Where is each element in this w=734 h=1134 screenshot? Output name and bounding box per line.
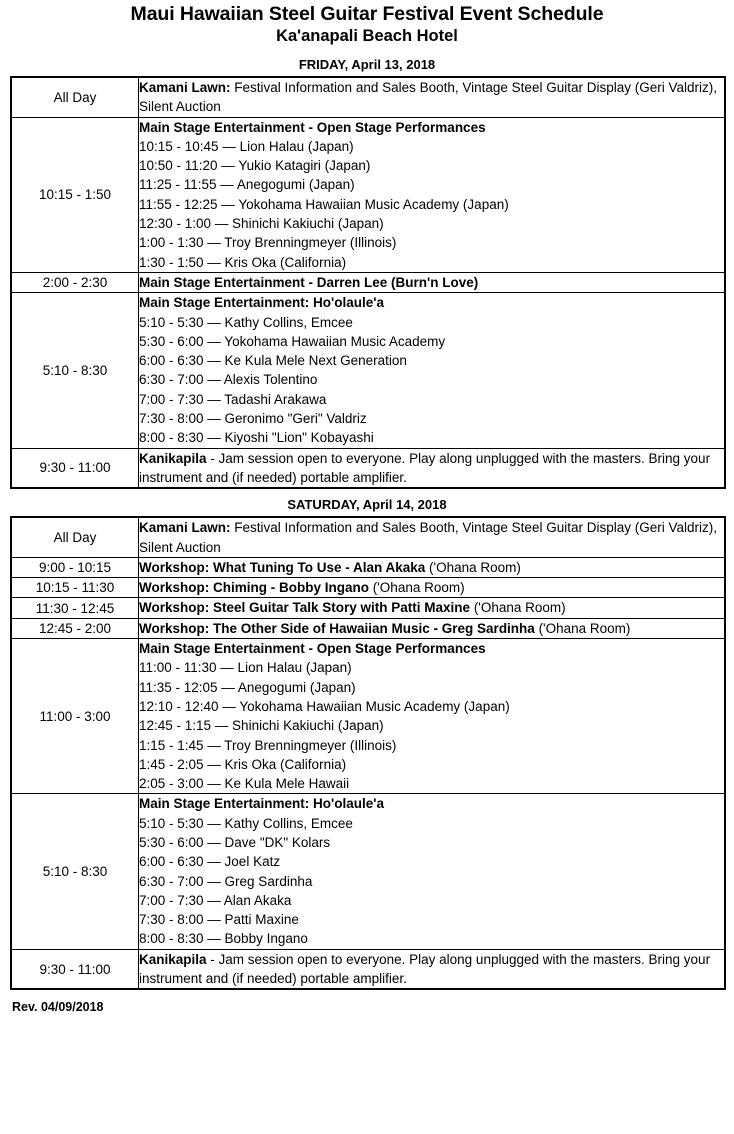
- detail-heading: Main Stage Entertainment - Darren Lee (Burn'n Love): [139, 274, 479, 290]
- table-row: [11, 557, 725, 577]
- day-heading: SATURDAY, April 14, 2018: [287, 497, 447, 513]
- performance-entry: 10:50 - 11:20 — Yukio Katagiri (Japan): [139, 158, 371, 174]
- table-row: [11, 794, 725, 949]
- table-row: [11, 517, 725, 557]
- detail-cell: [139, 448, 726, 488]
- detail-cell: [139, 578, 726, 598]
- detail-cell: [139, 598, 726, 618]
- detail-paragraph: [139, 449, 724, 488]
- detail-cell: [139, 293, 726, 448]
- detail-cell: [139, 639, 726, 794]
- table-row: [11, 578, 725, 598]
- detail-lead: Workshop: The Other Side of Hawaiian Music - Greg Sardinha: [139, 620, 535, 636]
- detail-paragraph: [139, 558, 724, 577]
- table-row: [11, 77, 725, 117]
- time-cell: 10:15 - 1:50: [11, 117, 139, 272]
- detail-paragraph: [139, 578, 724, 597]
- time-cell: 12:45 - 2:00: [11, 618, 139, 638]
- schedule-page: [0, 3, 734, 1134]
- detail-lead: Workshop: What Tuning To Use - Alan Akaka: [139, 559, 426, 575]
- time-cell: 9:30 - 11:00: [11, 448, 139, 488]
- performance-entry: 11:00 - 11:30 — Lion Halau (Japan): [139, 660, 352, 676]
- performance-entry: 1:30 - 1:50 — Kris Oka (California): [139, 254, 347, 270]
- time-cell: 10:15 - 11:30: [11, 578, 139, 598]
- detail-paragraph: [139, 598, 724, 617]
- time-cell: 5:10 - 8:30: [11, 794, 139, 949]
- detail-heading: Main Stage Entertainment: Ho'olaule'a: [139, 295, 384, 311]
- time-cell: 5:10 - 8:30: [11, 293, 139, 448]
- performance-entry: 6:30 - 7:00 — Greg Sardinha: [139, 873, 313, 889]
- detail-lead-suffix: - Jam session open to everyone. Play along unplugged with the masters. Bring your instrument and (if needed) portable amplifier.: [139, 450, 711, 485]
- detail-cell: [139, 618, 726, 638]
- performance-entry: 6:30 - 7:00 — Alexis Tolentino: [139, 372, 318, 388]
- detail-cell: [139, 949, 726, 989]
- detail-lead-suffix: ('Ohana Room): [470, 600, 566, 616]
- detail-cell: [139, 272, 726, 292]
- detail-heading: Main Stage Entertainment - Open Stage Performances: [139, 119, 486, 135]
- page-subtitle: Ka'anapali Beach Hotel: [276, 27, 458, 45]
- detail-paragraph: [139, 78, 724, 117]
- performance-entry: 7:30 - 8:00 — Patti Maxine: [139, 912, 299, 928]
- performance-entry: 5:30 - 6:00 — Yokohama Hawaiian Music Academy: [139, 333, 446, 349]
- table-row: [11, 618, 725, 638]
- performance-entry: 6:00 - 6:30 — Joel Katz: [139, 854, 281, 870]
- table-row: [11, 598, 725, 618]
- detail-lead-suffix: ('Ohana Room): [368, 580, 465, 596]
- detail-lead: Workshop: Steel Guitar Talk Story with Patti Maxine: [139, 600, 471, 616]
- revision-footer: Rev. 04/09/2018: [12, 1000, 104, 1015]
- time-cell: 2:00 - 2:30: [11, 272, 139, 292]
- detail-lead: Kanikapila: [139, 951, 207, 967]
- detail-lead: Kanikapila: [139, 450, 207, 466]
- table-row: [11, 949, 725, 989]
- days-container: [10, 57, 724, 990]
- table-row: [11, 639, 725, 794]
- performance-entry: 6:00 - 6:30 — Ke Kula Mele Next Generation: [139, 353, 407, 369]
- detail-lead: Workshop: Chiming - Bobby Ingano: [139, 580, 369, 596]
- performance-entry: 7:00 - 7:30 — Tadashi Arakawa: [139, 391, 327, 407]
- performance-entry: 8:00 - 8:30 — Bobby Ingano: [139, 931, 308, 947]
- table-row: [11, 293, 725, 448]
- time-cell: 11:00 - 3:00: [11, 639, 139, 794]
- detail-paragraph: [139, 950, 724, 989]
- performance-entry: 7:00 - 7:30 — Alan Akaka: [139, 892, 292, 908]
- performance-entry: 12:45 - 1:15 — Shinichi Kakiuchi (Japan): [139, 718, 384, 734]
- detail-lead: Kamani Lawn:: [139, 80, 231, 95]
- performance-entry: 11:55 - 12:25 — Yokohama Hawaiian Music Academy (Japan): [139, 196, 509, 212]
- table-row: [11, 448, 725, 488]
- detail-heading: Main Stage Entertainment - Open Stage Performances: [139, 641, 486, 657]
- time-cell: 9:30 - 11:00: [11, 949, 139, 989]
- performance-entry: 12:30 - 1:00 — Shinichi Kakiuchi (Japan): [139, 216, 384, 232]
- time-cell: 9:00 - 10:15: [11, 557, 139, 577]
- performance-entry: 1:15 - 1:45 — Troy Brenningmeyer (Illinois): [139, 737, 397, 753]
- detail-paragraph: [139, 518, 724, 557]
- detail-lead-suffix: Festival Information and Sales Booth, Vintage Steel Guitar Display (Geri Valdriz), Silent Auction: [139, 80, 717, 115]
- detail-lead-suffix: Festival Information and Sales Booth, Vintage Steel Guitar Display (Geri Valdriz), Silent Auction: [139, 520, 717, 555]
- detail-heading: Main Stage Entertainment: Ho'olaule'a: [139, 796, 384, 812]
- day-heading: FRIDAY, April 13, 2018: [298, 57, 436, 72]
- performance-entry: 10:15 - 10:45 — Lion Halau (Japan): [139, 138, 354, 154]
- schedule-table: [10, 76, 726, 489]
- detail-lead: Kamani Lawn:: [139, 520, 231, 536]
- detail-lead-suffix: ('Ohana Room): [534, 620, 631, 636]
- time-cell: All Day: [11, 77, 139, 117]
- performance-entry: 7:30 - 8:00 — Geronimo "Geri" Valdriz: [139, 411, 367, 427]
- detail-cell: [139, 117, 726, 272]
- detail-cell: [139, 794, 726, 949]
- performance-entry: 2:05 - 3:00 — Ke Kula Mele Hawaii: [139, 776, 350, 792]
- time-cell: All Day: [11, 517, 139, 557]
- time-cell: 11:30 - 12:45: [11, 598, 139, 618]
- detail-lead-suffix: - Jam session open to everyone. Play along unplugged with the masters. Bring your instrument and (if needed) portable amplifier.: [139, 951, 711, 987]
- performance-entry: 5:10 - 5:30 — Kathy Collins, Emcee: [139, 314, 353, 330]
- performance-entry: 5:10 - 5:30 — Kathy Collins, Emcee: [139, 815, 353, 831]
- performance-entry: 11:35 - 12:05 — Anegogumi (Japan): [139, 679, 356, 695]
- performance-entry: 12:10 - 12:40 — Yokohama Hawaiian Music Academy (Japan): [139, 698, 510, 714]
- table-row: [11, 272, 725, 292]
- detail-cell: [139, 517, 726, 557]
- performance-entry: 8:00 - 8:30 — Kiyoshi "Lion" Kobayashi: [139, 430, 374, 446]
- detail-paragraph: [139, 619, 724, 638]
- schedule-table: [10, 516, 726, 990]
- performance-entry: 1:45 - 2:05 — Kris Oka (California): [139, 756, 347, 772]
- detail-cell: [139, 557, 726, 577]
- performance-entry: 1:00 - 1:30 — Troy Brenningmeyer (Illinois): [139, 235, 397, 251]
- page-title: Maui Hawaiian Steel Guitar Festival Event Schedule: [130, 3, 604, 25]
- detail-lead-suffix: ('Ohana Room): [425, 559, 521, 575]
- performance-entry: 5:30 - 6:00 — Dave "DK" Kolars: [139, 834, 331, 850]
- detail-cell: [139, 77, 726, 117]
- table-row: [11, 117, 725, 272]
- performance-entry: 11:25 - 11:55 — Anegogumi (Japan): [139, 177, 355, 193]
